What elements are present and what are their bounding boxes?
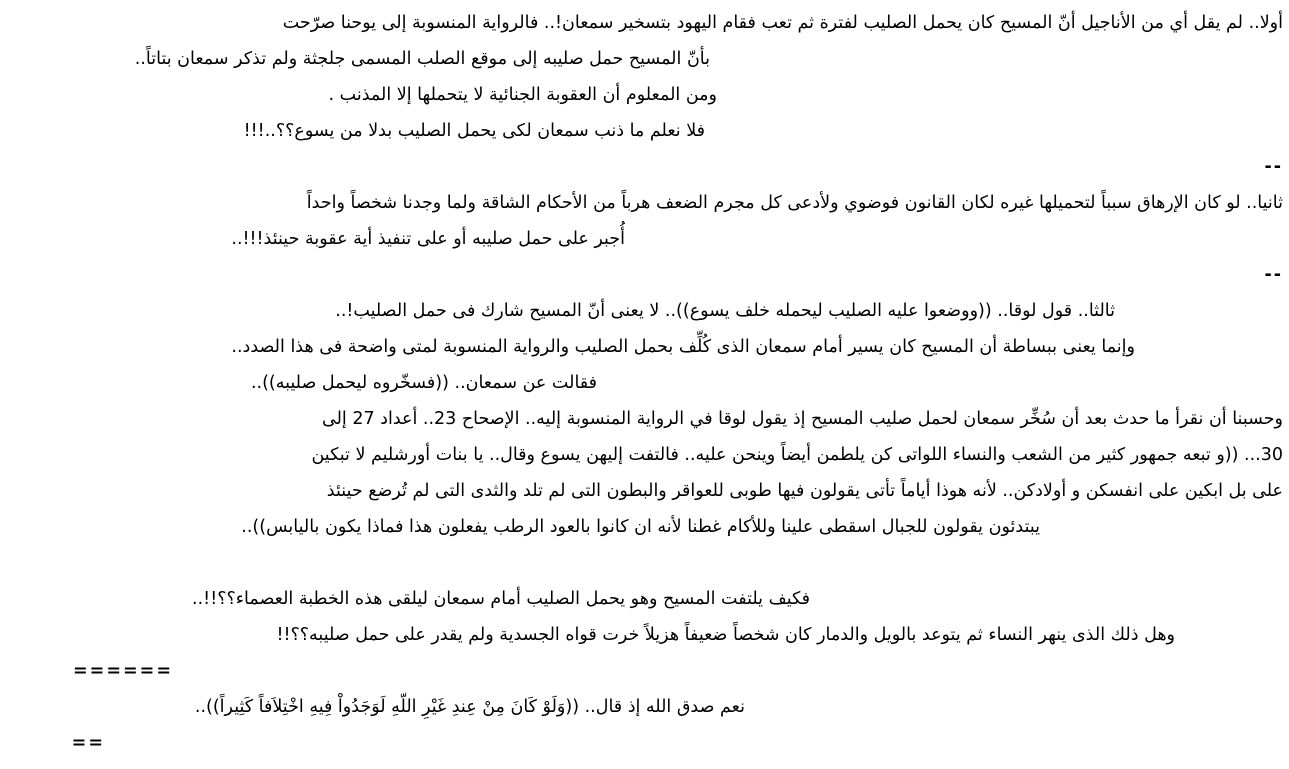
text-line: يبتدئون يقولون للجبال اسقطى علينا وللأكام غطنا لأنه ان كانوا بالعود الرطب يفعلون هذا فماذا يكون باليابس)).. (241, 517, 1040, 537)
separator-dashes: -- (1264, 265, 1283, 285)
text-line: نعم صدق الله إذ قال.. ((وَلَوْ كَانَ مِنْ عِندِ غَيْرِ اللّهِ لَوَجَدُواْ فِيهِ اخْتِلاَفاً كَثِيراً)).. (194, 697, 745, 717)
blank-line (4, 545, 1285, 581)
text-line: أُجبر على حمل صليبه أو على تنفيذ أية عقوبة حينئذ!!!.. (231, 229, 625, 249)
text-line: 30... ((و تبعه جمهور كثير من الشعب والنساء اللواتى كن يلطمن أيضاً وينحن عليه.. فالتفت إليهن يسوع وقال.. يا بنات أورشليم لا تبكين (311, 445, 1283, 465)
text-line: فكيف يلتفت المسيح وهو يحمل الصليب أمام سمعان ليلقى هذه الخطبة العصماء؟؟!!.. (192, 589, 810, 609)
text-line: على بل ابكين على انفسكن و أولادكن.. لأنه هوذا أياماً تأتى يقولون فيها طوبى للعواقر والبطون التى لم تلد والثدى التى لم تُرضع حينئذ (326, 481, 1283, 501)
text-line: ومن المعلوم أن العقوبة الجنائية لا يتحملها إلا المذنب . (328, 85, 717, 105)
text-line: فقالت عن سمعان.. ((فسخّروه ليحمل صليبه)).. (250, 373, 597, 393)
text-line: فلا نعلم ما ذنب سمعان لكى يحمل الصليب بدلا من يسوع؟؟..!!! (243, 121, 705, 141)
separator-dashes: -- (1264, 157, 1283, 177)
text-line: ثالثا.. قول لوقا.. ((ووضعوا عليه الصليب ليحمله خلف يسوع)).. لا يعنى أنّ المسيح شارك فى حمل الصليب!.. (335, 301, 1115, 321)
text-line: أولا.. لم يقل أي من الأناجيل أنّ المسيح كان يحمل الصليب لفترة ثم تعب فقام اليهود بتسخير سمعان!.. فالرواية المنسوبة إلى يوحنا صرّحت (282, 13, 1283, 33)
separator-equals: == (71, 733, 105, 753)
text-line: وإنما يعنى ببساطة أن المسيح كان يسير أمام سمعان الذى كُلِّف بحمل الصليب والرواية المنسوبة لمتى واضحة فى هذا الصدد.. (231, 337, 1135, 357)
text-line: وهل ذلك الذى ينهر النساء ثم يتوعد بالويل والدمار كان شخصاً ضعيفاً هزيلاً خرت قواه الجسدية ولم يقدر على حمل صليبه؟؟!! (276, 625, 1175, 645)
separator-equals: ====== (73, 661, 173, 681)
text-line: ثانيا.. لو كان الإرهاق سبباً لتحميلها غيره لكان القانون فوضوي ولأدعى كل مجرم الضعف هرباً من الأحكام الشاقة ولما وجدنا شخصاً واحداً (306, 193, 1283, 213)
text-line: وحسبنا أن نقرأ ما حدث بعد أن سُخِّر سمعان لحمل صليب المسيح إذ يقول لوقا في الرواية المنسوبة إليه.. الإصحاح 23.. أعداد 27 إلى (321, 409, 1283, 429)
text-line: بأنّ المسيح حمل صليبه إلى موقع الصلب المسمى جلجثة ولم تذكر سمعان بتاتاً.. (134, 49, 710, 69)
